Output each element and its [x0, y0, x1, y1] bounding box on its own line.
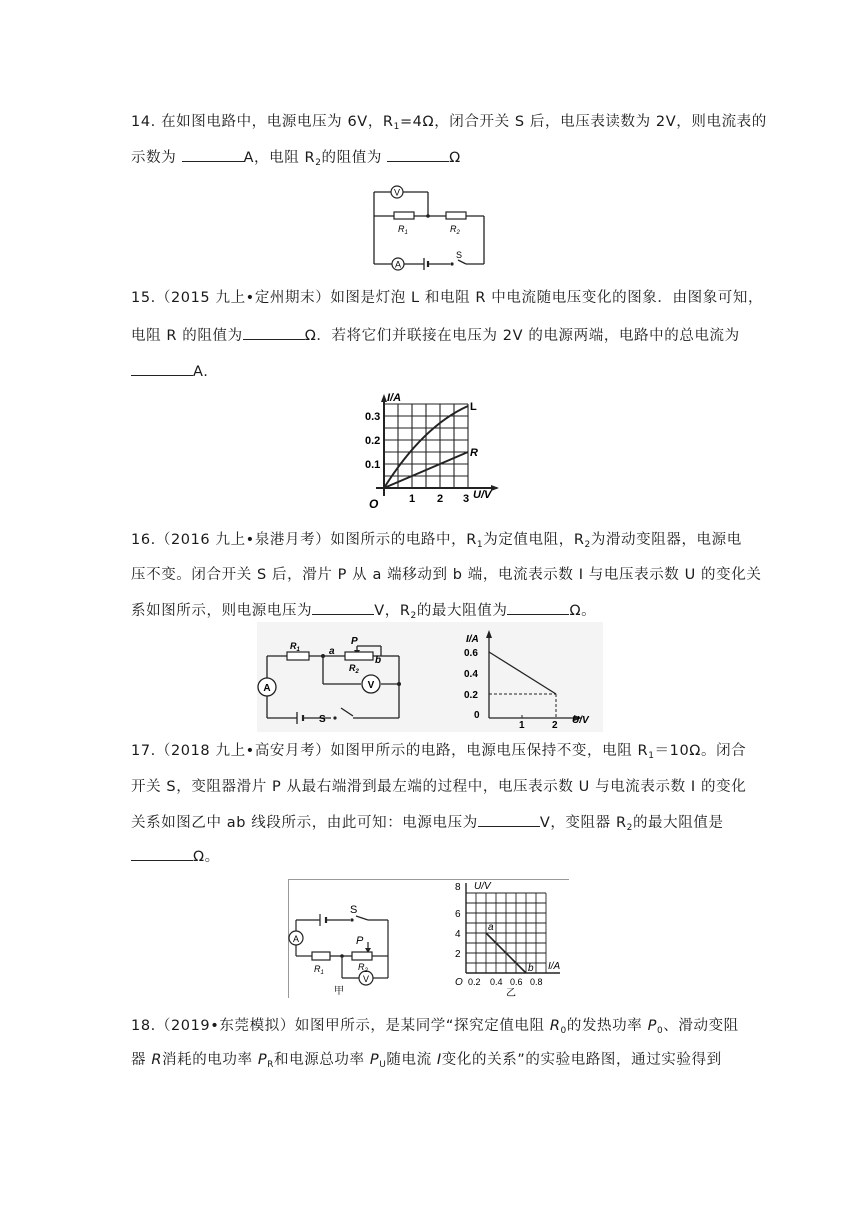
- point-a-label: a: [488, 922, 494, 933]
- x-tick: 1: [409, 493, 416, 505]
- y-tick: 0.2: [464, 690, 478, 701]
- q17-line-4: Ω。: [131, 846, 220, 867]
- q14-line-1: 14. 在如图电路中，电源电压为 6V，$R_1=4\Omega$，闭合开关 S 后，电压表读数为 2V，则电流表的: [131, 114, 767, 132]
- q15-line-3: A.: [131, 361, 208, 382]
- y-axis-label: U/V: [474, 881, 491, 892]
- y-axis-label: I/A: [387, 392, 402, 404]
- q15-iu-graph: [361, 392, 509, 516]
- rheostat-r2: [345, 652, 373, 660]
- q14-line-2: 示数为 A，电阻 $R_2$的阻值为 Ω: [131, 147, 461, 173]
- q15-line-2: 电阻 R 的阻值为 Ω．若将它们并联接在电压为 2V 的电源两端，电路中的总电流为: [131, 325, 740, 346]
- q16-line-2: 压不变。闭合开关 S 后，滑片 P 从 a 端移动到 b 端，电流表示数 I 与电压表示数 U 的变化关: [131, 567, 762, 583]
- q17-line-3: 关系如图乙中 ab 线段所示，由此可知：电源电压为 V，变阻器 $R_2$的最大阻值是: [131, 812, 724, 838]
- y-tick: 0.4: [464, 669, 478, 680]
- y-tick: 6: [455, 909, 461, 920]
- x-tick: 0.6: [510, 977, 523, 987]
- answer-blank: [312, 600, 374, 615]
- origin-label: O: [455, 977, 463, 988]
- q17-line-1: 17.（2018 九上•高安月考）如图甲所示的电路，电源电压保持不变，电阻 $R_1=10\Omega$。闭合: [131, 743, 747, 761]
- x-tick: 0.2: [468, 977, 481, 987]
- switch-icon: [450, 262, 453, 265]
- switch-label: S: [319, 714, 326, 725]
- answer-blank: [478, 812, 540, 827]
- y-tick: 8: [455, 882, 461, 893]
- origin-label: 0: [474, 710, 480, 721]
- x-tick: 0.8: [530, 977, 543, 987]
- q17-line-2: 开关 S，变阻器滑片 P 从最右端滑到最左端的过程中，电压表示数 U 与电流表示数 I 的变化: [131, 779, 747, 795]
- switch-icon: [333, 716, 336, 719]
- resistor-r1: [394, 212, 414, 219]
- slider-p-label: P: [356, 935, 364, 947]
- r1-label: $R_1$: [314, 964, 324, 976]
- line-r-label: R: [470, 447, 478, 459]
- resistor-r1: [312, 952, 330, 960]
- y-tick: 0.6: [464, 648, 478, 659]
- r2-label: $R_2$: [349, 663, 359, 675]
- resistor-r2: [446, 212, 466, 219]
- voltmeter-label: V: [362, 974, 370, 984]
- x-axis-label: U/V: [473, 489, 492, 501]
- point-b-label: b: [375, 655, 382, 666]
- switch-icon: [350, 918, 353, 921]
- q16-circuit-diagram: [257, 622, 417, 732]
- y-tick: 0.3: [365, 411, 381, 423]
- r1-label: $R_1$: [290, 641, 300, 653]
- answer-blank: [131, 846, 193, 861]
- y-axis-label: I/A: [466, 634, 479, 645]
- caption-jia: 甲: [334, 986, 344, 997]
- y-tick: 0.1: [365, 459, 381, 471]
- y-tick: 2: [455, 949, 461, 960]
- x-axis-label: I/A: [548, 961, 561, 972]
- r1-label: $R_1$: [398, 224, 408, 236]
- q16-iu-graph: [460, 622, 600, 732]
- rheostat-r2: [352, 952, 372, 960]
- ammeter-label: A: [263, 683, 271, 694]
- curve-l-label: L: [470, 401, 477, 413]
- y-tick: 4: [455, 929, 461, 940]
- q17-ui-graph: [448, 879, 570, 997]
- q18-line-2: 器 R消耗的电功率 $P_R$和电源总功率 $P_U$随电流 I变化的关系”的实验电路图，通过实验得到: [131, 1052, 722, 1070]
- q14-circuit-diagram: [366, 180, 494, 272]
- answer-blank: [243, 325, 305, 340]
- switch-label: S: [350, 904, 358, 916]
- x-axis-label: U/V: [572, 715, 589, 726]
- answer-blank: [507, 600, 569, 615]
- switch-label: S: [456, 250, 463, 260]
- x-tick: 3: [463, 493, 470, 505]
- x-tick: 1: [519, 720, 525, 731]
- q16-line-1: 16.（2016 九上•泉港月考）如图所示的电路中，$R_1$为定值电阻，$R_2$为滑动变阻器，电源电: [131, 532, 742, 550]
- q18-line-1: 18.（2019•东莞模拟）如图甲所示，是某同学“探究定值电阻 $R_0$的发热功率 $P_0$、滑动变阻: [131, 1018, 739, 1036]
- voltmeter-label: V: [367, 680, 375, 691]
- q15-line-1: 15.（2015 九上•定州期末）如图是灯泡 L 和电阻 R 中电流随电压变化的图象．由图象可知，: [131, 290, 764, 306]
- slider-p-label: P: [351, 636, 358, 647]
- x-tick: 2: [552, 720, 558, 731]
- x-tick: 0.4: [490, 977, 503, 987]
- origin-label: O: [369, 497, 379, 511]
- iu-line: [489, 652, 556, 694]
- answer-blank: [387, 147, 449, 162]
- point-b-label: b: [528, 963, 534, 974]
- caption-yi: 乙: [506, 988, 516, 997]
- q17-circuit-diagram: [288, 882, 408, 997]
- q16-line-3: 系如图所示，则电源电压为 V，$R_2$的最大阻值为 Ω。: [131, 600, 596, 626]
- point-a-label: a: [329, 646, 335, 657]
- resistor-r1: [287, 652, 309, 660]
- voltmeter-label: V: [393, 187, 401, 198]
- answer-blank: [182, 147, 244, 162]
- answer-blank: [131, 361, 193, 376]
- ammeter-label: A: [292, 934, 300, 944]
- x-tick: 2: [437, 493, 444, 505]
- y-tick: 0.2: [365, 435, 381, 447]
- r2-label: $R_2$: [358, 962, 368, 974]
- ammeter-label: A: [394, 259, 402, 270]
- r2-label: $R_2$: [450, 224, 460, 236]
